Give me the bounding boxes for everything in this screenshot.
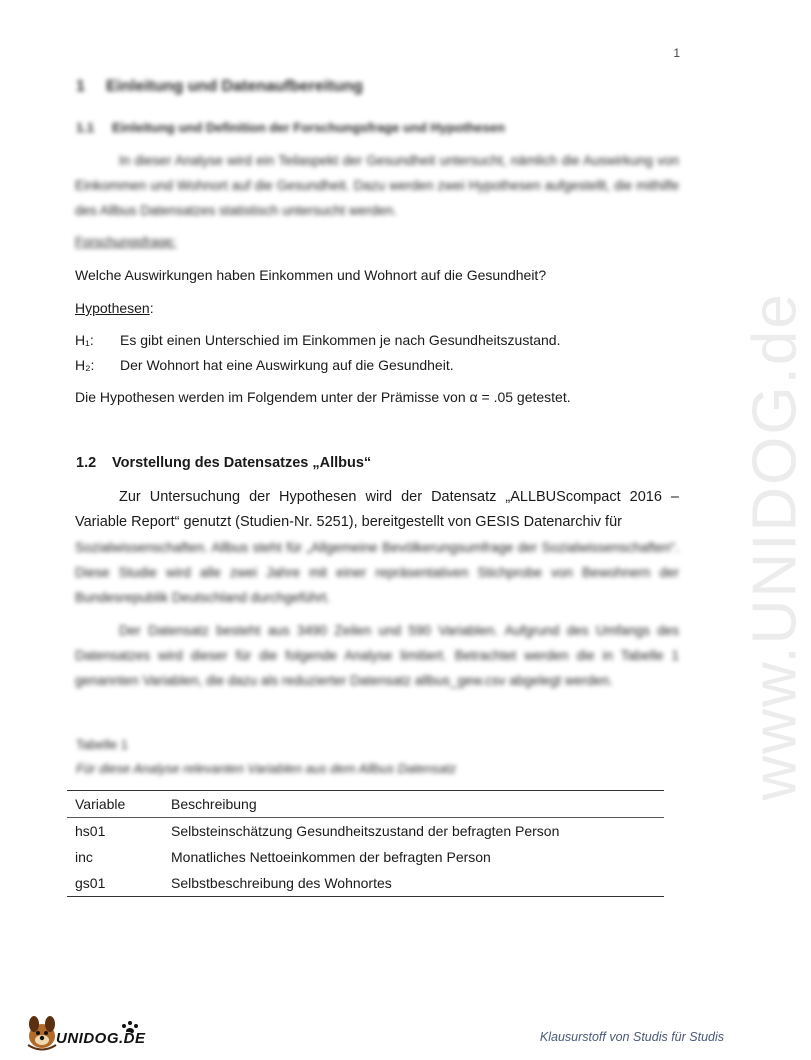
- dataset-paragraph-visible: [75, 485, 679, 535]
- table-caption: Für diese Analyse relevanten Variablen aus dem Allbus Datensatz: [76, 761, 457, 776]
- section-heading-1: [76, 78, 363, 96]
- hypotheses-label: [75, 300, 154, 316]
- description-cell: Selbstbeschreibung des Wohnortes: [171, 875, 392, 891]
- variables-table: [67, 790, 664, 897]
- premise-text: Die Hypothesen werden im Folgendem unter der Prämisse von α = .05 getestet.: [75, 389, 571, 405]
- table-header-row: [67, 791, 664, 818]
- section-title: Einleitung und Definition der Forschungsfrage und Hypothesen: [112, 120, 505, 135]
- dataset-size-paragraph: [75, 618, 679, 693]
- section-title: Einleitung und Datenaufbereitung: [106, 78, 363, 95]
- hypotheses-colon: :: [149, 300, 154, 316]
- question-label: [75, 234, 176, 249]
- section-number: 1.1: [76, 120, 95, 135]
- section-heading-1-1: [76, 120, 505, 135]
- hypothesis-text: Es gibt einen Unterschied im Einkommen je nach Gesundheitszustand.: [120, 332, 561, 348]
- dataset-size-text: Der Datensatz besteht aus 3490 Zeilen und 590 Variablen. Aufgrund des Umfangs des Datensatzes wird dieser für die folgende Analyse limitiert. Betrachtet werden die in Tabelle 1 genannten Variablen, die dazu als reduzierter Datensatz allbus_gew.csv abgelegt werden.: [75, 623, 679, 688]
- header-description: Beschreibung: [171, 796, 257, 812]
- variable-cell: gs01: [75, 875, 106, 891]
- variable-cell: inc: [75, 849, 93, 865]
- footer-slogan: Klausurstoff von Studis für Studis: [539, 1030, 724, 1044]
- section-number: 1: [76, 78, 85, 95]
- section-number: 1.2: [76, 455, 97, 471]
- dataset-paragraph-blurred: Sozialwissenschaften. Allbus steht für „Allgemeine Bevölkerungsumfrage der Sozialwissenschaften“. Diese Studie wird alle zwei Jahre mit einer repräsentativen Stichprobe von Bewohnern der Bundesrepublik Deutschland durchgeführt.: [75, 540, 679, 605]
- hypothesis-label: H₁:: [75, 332, 94, 348]
- intro-text: In dieser Analyse wird ein Teilaspekt der Gesundheit untersucht, nämlich die Auswirkung von Einkommen und Wohnort auf die Gesundheit. Dazu werden zwei Hypothesen aufgestellt, die mithilfe des Allbus Datensatzes statistisch untersucht werden.: [75, 153, 679, 218]
- section-heading-1-2: [76, 455, 371, 471]
- hypothesis-label: H₂:: [75, 357, 95, 373]
- section-title: Vorstellung des Datensatzes „Allbus“: [112, 455, 372, 471]
- table-row: [67, 818, 664, 845]
- watermark: www.UNIDOG.de: [740, 292, 810, 801]
- table-row: [67, 870, 664, 897]
- hypothesis-2: [75, 357, 454, 373]
- description-cell: Monatliches Nettoeinkommen der befragten Person: [171, 849, 491, 865]
- description-cell: Selbsteinschätzung Gesundheitszustand der befragten Person: [171, 823, 560, 839]
- header-variable: Variable: [75, 796, 126, 812]
- dataset-text: Zur Untersuchung der Hypothesen wird der Datensatz „ALLBUScompact 2016 – Variable Report“ genutzt (Studien-Nr. 5251), bereitgestellt von GESIS Datenarchiv für: [75, 489, 679, 530]
- question-label-text: Forschungsfrage:: [75, 234, 177, 249]
- table-row: [67, 844, 664, 870]
- variable-cell: hs01: [75, 823, 106, 839]
- research-question: Welche Auswirkungen haben Einkommen und Wohnort auf die Gesundheit?: [75, 267, 547, 283]
- hypothesis-1: [75, 332, 560, 348]
- hypotheses-label-text: Hypothesen: [75, 300, 150, 316]
- hypothesis-text: Der Wohnort hat eine Auswirkung auf die Gesundheit.: [120, 357, 454, 373]
- page-number: 1: [673, 46, 680, 60]
- intro-paragraph: [75, 148, 679, 223]
- logo-text[interactable]: UNIDOG.DE: [56, 1030, 146, 1047]
- table-title: Tabelle 1: [76, 737, 129, 752]
